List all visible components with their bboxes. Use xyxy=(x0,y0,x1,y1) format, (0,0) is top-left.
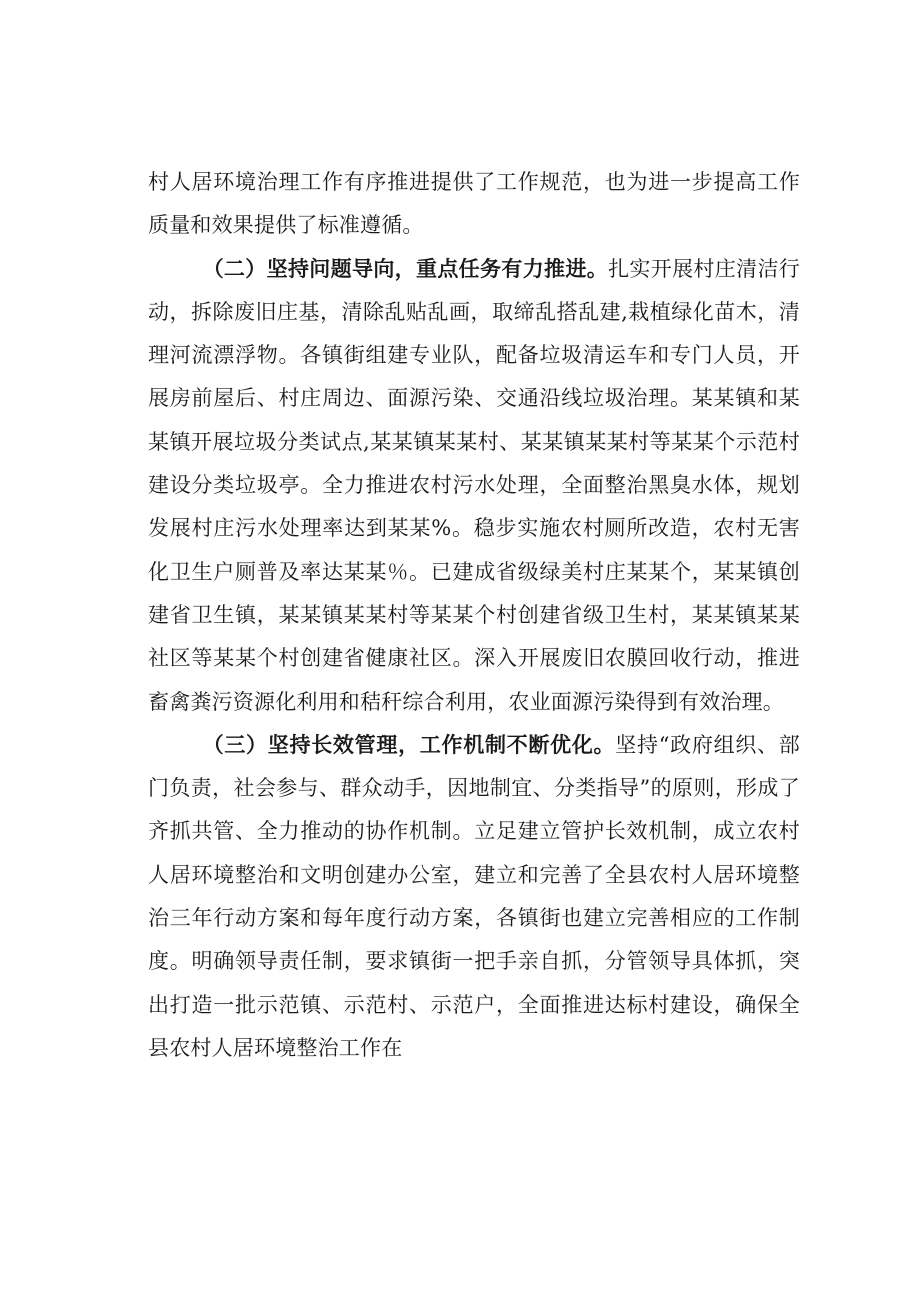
section-heading: （二）坚持问题导向，重点任务有力推进。 xyxy=(202,256,609,281)
document-body xyxy=(148,161,800,1070)
paragraph-body: 扎实开展村庄清洁行动，拆除废旧庄基，清除乱贴乱画，取缔乱搭乱建,栽植绿化苗木，清理河流漂浮物。各镇街组建专业队，配备垃圾清运车和专门人员，开展房前屋后、村庄周边、面源污染、交通沿线垃圾治理。某某镇和某某镇开展垃圾分类试点,某某镇某某村、某某镇某某村等某某个示范村建设分类垃圾亭。全力推进农村污水处理，全面整治黑臭水体，规划发展村庄污水处理率达到某某%。稳步实施农村厕所改造，农村无害化卫生户厕普及率达某某％。已建成省级绿美村庄某某个，某某镇创建省卫生镇，某某镇某某村等某某个村创建省级卫生村，某某镇某某社区等某某个村创建省健康社区。深入开展废旧农膜回收行动，推进畜禽粪污资源化利用和秸秆综合利用，农业面源污染得到有效治理。 xyxy=(148,256,800,714)
paragraph-section-3 xyxy=(148,724,800,1070)
paragraph-body: 坚持“政府组织、部门负责，社会参与、群众动手，因地制宜、分类指导”的原则，形成了齐抓共管、全力推动的协作机制。立足建立管护长效机制，成立农村人居环境整治和文明创建办公室，建立和完善了全县农村人居环境整治三年行动方案和每年度行动方案，各镇街也建立完善相应的工作制度。明确领导责任制，要求镇街一把手亲自抓，分管领导具体抓，突出打造一批示范镇、示范村、示范户，全面推进达标村建设，确保全县农村人居环境整治工作在 xyxy=(148,732,800,1060)
paragraph-section-2 xyxy=(148,248,800,724)
paragraph-body: 村人居环境治理工作有序推进提供了工作规范，也为进一步提高工作质量和效果提供了标准遵循。 xyxy=(148,170,800,238)
paragraph-continuation xyxy=(148,161,800,248)
section-heading: （三）坚持长效管理，工作机制不断优化。 xyxy=(202,732,616,757)
